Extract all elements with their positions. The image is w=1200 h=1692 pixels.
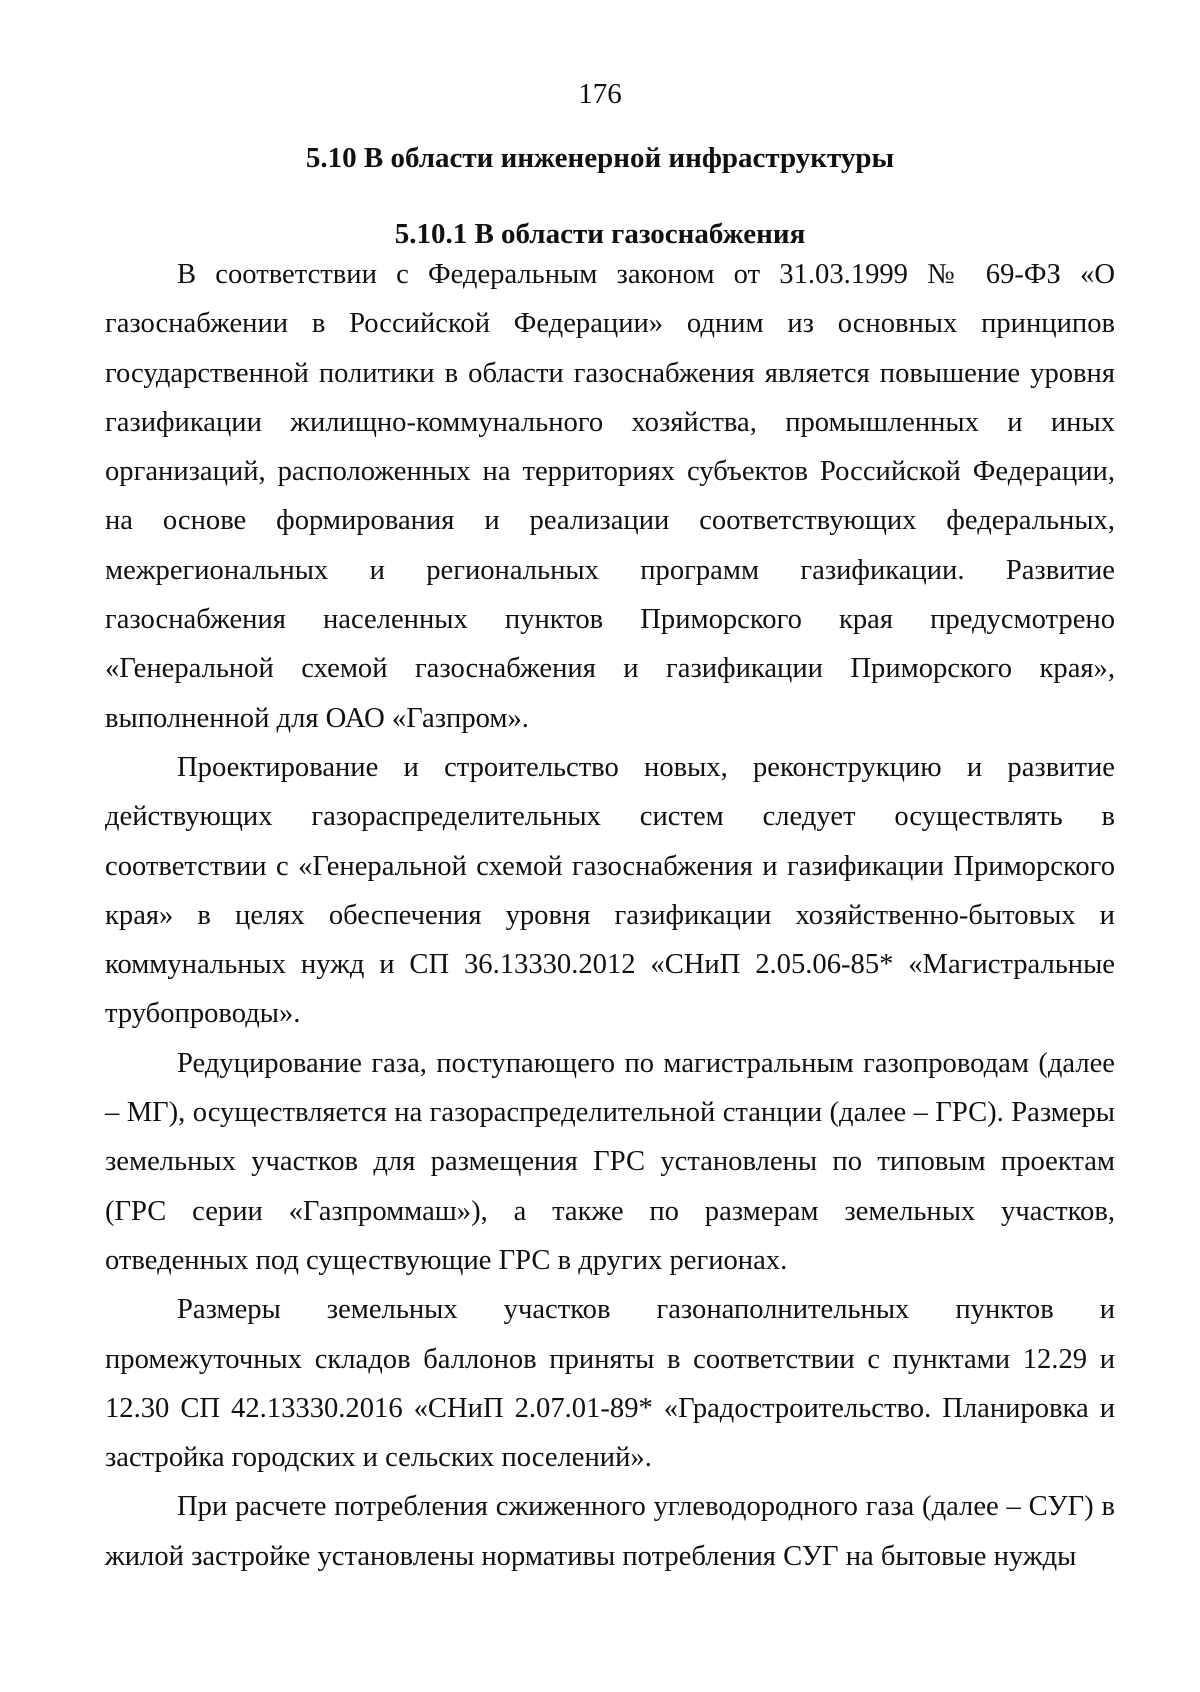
section-heading: 5.10 В области инженерной инфраструктуры — [305, 142, 895, 174]
page-number: 176 — [578, 78, 622, 110]
paragraph: Размеры земельных участков газонаполнительных пунктов и промежуточных складов баллонов приняты в соответствии с пунктами 12.29 и 12.30 СП 42.13330.2016 «СНиП 2.07.01-89* «Градостроительство. Планировка и застройка городских и сельских поселений». — [105, 1294, 1115, 1474]
paragraph: В соответствии с Федеральным законом от 31.03.1999 № 69-ФЗ «О газоснабжении в Российской Федерации» одним из основных принципов государственной политики в области газоснабжения является повышение уровня газификации жилищно-коммунального хозяйства, промышленных и иных организаций, расположенных на территориях субъектов Российской Федерации, на основе формирования и реализации соответствующих федеральных, межрегиональных и региональных программ газификации. Развитие газоснабжения населенных пунктов Приморского края предусмотрено «Генеральной схемой газоснабжения и газификации Приморского края», выполненной для ОАО «Газпром». — [105, 259, 1115, 734]
body-text — [105, 250, 1115, 1581]
subsection-heading: 5.10.1 В области газоснабжения — [394, 218, 806, 250]
paragraph: Редуцирование газа, поступающего по магистральным газопроводам (далее – МГ), осуществляется на газораспределительной станции (далее – ГРС). Размеры земельных участков для размещения ГРС установлены по типовым проектам (ГРС серии «Газпроммаш»), а также по размерам земельных участков, отведенных под существующие ГРС в других регионах. — [105, 1047, 1115, 1276]
paragraph: При расчете потребления сжиженного углеводородного газа (далее – СУГ) в жилой застройке установлены нормативы потребления СУГ на бытовые нужды — [105, 1491, 1115, 1572]
paragraph: Проектирование и строительство новых, реконструкцию и развитие действующих газораспределительных систем следует осуществлять в соответствии с «Генеральной схемой газоснабжения и газификации Приморского края» в целях обеспечения уровня газификации хозяйственно-бытовых и коммунальных нужд и СП 36.13330.2012 «СНиП 2.05.06-85* «Магистральные трубопроводы». — [105, 751, 1115, 1030]
